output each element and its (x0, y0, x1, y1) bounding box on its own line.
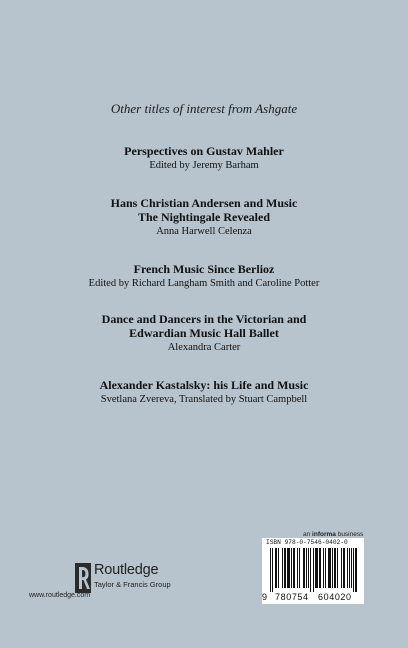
informa-tagline (303, 531, 363, 538)
barcode-bar (343, 548, 345, 588)
book-entry (0, 312, 408, 354)
barcode-bar (323, 548, 324, 588)
book-credit: Edited by Richard Langham Smith and Caroline Potter (88, 278, 320, 289)
barcode-bar (275, 548, 277, 588)
barcode-group-2: 604020 (318, 592, 352, 602)
barcode-bar (308, 548, 309, 588)
barcode-bar (287, 548, 290, 588)
barcode-bar (341, 548, 342, 588)
publisher-logo (75, 561, 205, 607)
barcode-bar (334, 548, 336, 588)
list-heading: Other titles of interest from Ashgate (110, 101, 298, 116)
barcode-bar (270, 548, 271, 592)
tagline-suffix: business (337, 531, 364, 538)
barcode-bar (303, 548, 305, 588)
book-entry (0, 144, 408, 172)
barcode-bar (315, 548, 318, 588)
book-credit: Svetlana Zvereva, Translated by Stuart Campbell (100, 394, 308, 405)
book-credit: Alexandra Carter (167, 342, 241, 353)
barcode-bar (297, 548, 298, 588)
isbn-barcode (262, 538, 364, 604)
publisher-name: Routledge (94, 562, 159, 578)
isbn-label: ISBN 978-0-7546-0402-0 (266, 539, 348, 546)
barcode-bars (266, 548, 360, 592)
barcode-bar (332, 548, 333, 588)
book-title: Alexander Kastalsky: his Life and Music (99, 378, 309, 392)
book-title: French Music Since Berlioz (133, 262, 275, 276)
barcode-bar (291, 548, 292, 588)
barcode-bar (319, 548, 321, 588)
tagline-prefix: an (303, 531, 311, 538)
barcode-bar (353, 548, 354, 592)
barcode-bar (328, 548, 331, 588)
book-title: Perspectives on Gustav Mahler (124, 144, 284, 158)
book-title: Hans Christian Andersen and Music (110, 196, 298, 210)
barcode-bar (306, 548, 307, 588)
publisher-group: Taylor & Francis Group (94, 580, 171, 589)
publisher-url: www.routledge.com (29, 592, 91, 599)
barcode-bar (272, 548, 273, 592)
book-title-line-2: Edwardian Music Hall Ballet (129, 326, 279, 340)
barcode-bar (299, 548, 300, 588)
tagline-brand: informa (312, 531, 336, 538)
barcode-bar (337, 548, 338, 588)
barcode-bar (349, 548, 350, 588)
book-entry (0, 378, 408, 406)
book-entry (0, 262, 408, 290)
routledge-r-icon (75, 563, 91, 593)
barcode-bar (284, 548, 286, 588)
barcode-bar (351, 548, 352, 588)
barcode-bar (282, 548, 283, 588)
book-title: Dance and Dancers in the Victorian and (101, 312, 307, 326)
barcode-bar (355, 548, 357, 592)
barcode-bar (293, 548, 295, 588)
barcode-lead-digit: 9 (262, 592, 268, 602)
barcode-bar (347, 548, 348, 588)
book-entry (0, 196, 408, 238)
book-credit: Edited by Jeremy Barham (149, 160, 259, 171)
barcode-bar (313, 548, 314, 592)
barcode-bar (310, 548, 311, 592)
barcode-bar (278, 548, 279, 588)
book-credit: Anna Harwell Celenza (156, 226, 252, 237)
barcode-bar (325, 548, 326, 588)
barcode-group-1: 780754 (275, 592, 309, 602)
book-subtitle: The Nightingale Revealed (138, 210, 270, 224)
